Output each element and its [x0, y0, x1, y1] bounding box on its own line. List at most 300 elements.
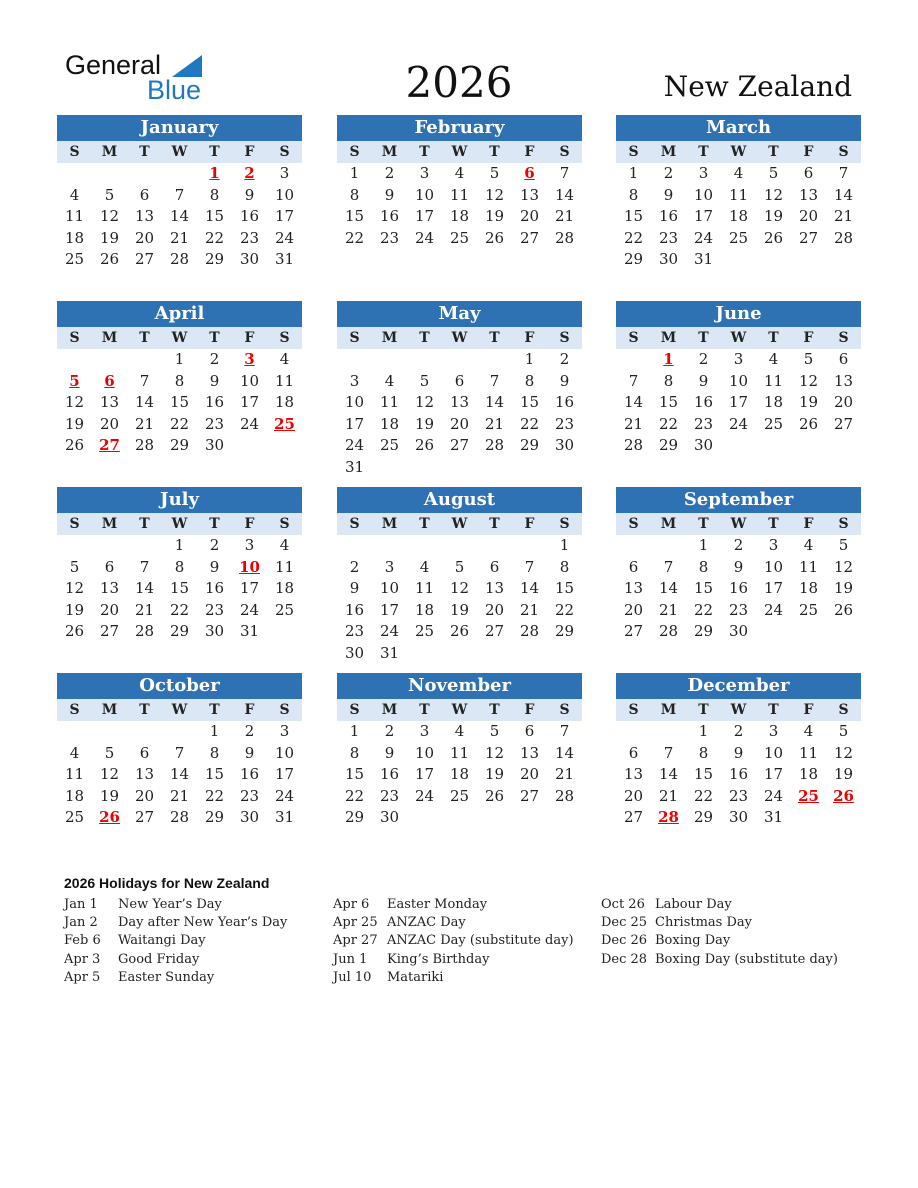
date-cell: 30 — [204, 436, 225, 455]
date-cell: 15 — [204, 207, 225, 226]
date-cell: 18 — [728, 207, 749, 226]
month-header: July — [57, 487, 302, 513]
date-cell: 28 — [134, 622, 155, 641]
weekday-label: M — [660, 702, 677, 718]
empty-cell — [92, 535, 127, 557]
weekday-label: S — [559, 516, 570, 532]
weekday-label: T — [768, 516, 779, 532]
empty-cell — [57, 163, 92, 185]
empty-cell — [162, 163, 197, 185]
holiday-name: Labour Day — [655, 897, 732, 912]
date-cell: 14 — [169, 765, 190, 784]
date-cell: 24 — [379, 622, 400, 641]
date-cell: 9 — [698, 371, 709, 390]
date-cell: 30 — [554, 436, 575, 455]
date-cell: 3 — [419, 722, 430, 740]
holiday-row — [64, 897, 287, 915]
empty-cell — [372, 349, 407, 371]
empty-cell — [337, 535, 372, 557]
weekday-label: T — [698, 144, 709, 160]
weekday-label: S — [559, 330, 570, 346]
days-grid — [337, 349, 582, 479]
date-cell: 28 — [169, 808, 190, 827]
date-cell: 31 — [274, 808, 295, 827]
date-cell: 25 — [728, 228, 749, 247]
date-cell: 17 — [239, 579, 260, 598]
date-cell: 19 — [64, 414, 85, 433]
weekday-label: F — [244, 516, 255, 532]
date-cell: 15 — [344, 765, 365, 784]
weekday-row — [57, 327, 302, 349]
date-cell: 24 — [239, 600, 260, 619]
date-cell: 12 — [64, 579, 85, 598]
date-cell: 27 — [519, 228, 540, 247]
date-cell: 7 — [838, 164, 849, 182]
date-cell: 26 — [484, 786, 505, 805]
date-cell: 30 — [693, 436, 714, 455]
weekday-label: W — [730, 144, 747, 160]
date-cell: 18 — [274, 579, 295, 598]
empty-cell — [616, 349, 651, 371]
date-cell: 12 — [484, 743, 505, 762]
date-cell: 21 — [169, 786, 190, 805]
date-cell: 17 — [414, 207, 435, 226]
holiday-date: Jul 10 — [333, 969, 372, 985]
date-cell: 20 — [484, 600, 505, 619]
holiday-date: Apr 25 — [333, 915, 378, 931]
days-grid — [337, 535, 582, 665]
holiday-row — [601, 915, 838, 933]
date-cell: 23 — [728, 786, 749, 805]
date-cell: 1 — [698, 722, 709, 740]
weekday-label: S — [838, 702, 849, 718]
holiday-name: ANZAC Day (substitute day) — [387, 933, 574, 949]
date-cell: 30 — [239, 250, 260, 269]
holiday-name: Matariki — [387, 969, 444, 985]
date-cell: 11 — [728, 185, 749, 204]
date-cell: 12 — [833, 557, 854, 576]
empty-cell — [372, 535, 407, 557]
weekday-label: W — [451, 144, 468, 160]
weekday-row — [337, 699, 582, 721]
date-cell: 28 — [833, 228, 854, 247]
date-cell: 9 — [663, 185, 674, 204]
days-grid — [616, 349, 861, 457]
date-cell: 20 — [798, 207, 819, 226]
month-header: September — [616, 487, 861, 513]
holiday-row — [64, 970, 287, 988]
page-title-year: 2026 — [405, 58, 513, 107]
weekday-label: S — [349, 330, 360, 346]
days-grid — [57, 349, 302, 457]
weekday-row — [616, 699, 861, 721]
date-cell: 17 — [344, 414, 365, 433]
weekday-label: W — [730, 330, 747, 346]
date-cell: 16 — [344, 600, 365, 619]
date-cell: 26 — [833, 600, 854, 619]
date-cell: 13 — [623, 765, 644, 784]
date-cell: 22 — [169, 600, 190, 619]
date-cell: 30 — [379, 808, 400, 827]
holiday-column — [64, 897, 287, 988]
month-july — [57, 487, 302, 643]
date-cell: 2 — [663, 164, 674, 182]
weekday-label: M — [381, 330, 398, 346]
holiday-date: 27 — [99, 436, 120, 455]
date-cell: 27 — [134, 808, 155, 827]
date-cell: 8 — [698, 557, 709, 576]
weekday-label: S — [628, 516, 639, 532]
weekday-label: M — [101, 144, 118, 160]
weekday-label: T — [419, 516, 430, 532]
weekday-label: T — [209, 144, 220, 160]
weekday-row — [616, 513, 861, 535]
holiday-date: 28 — [658, 808, 679, 827]
weekday-label: S — [349, 144, 360, 160]
date-cell: 14 — [484, 393, 505, 412]
date-cell: 4 — [768, 350, 779, 368]
date-cell: 1 — [698, 536, 709, 554]
holidays-title: 2026 Holidays for New Zealand — [64, 875, 270, 891]
date-cell: 16 — [204, 579, 225, 598]
weekday-label: S — [628, 144, 639, 160]
date-cell: 7 — [174, 743, 185, 762]
date-cell: 27 — [623, 622, 644, 641]
date-cell: 24 — [344, 436, 365, 455]
date-cell: 15 — [169, 579, 190, 598]
date-cell: 29 — [519, 436, 540, 455]
date-cell: 9 — [209, 557, 220, 576]
date-cell: 22 — [344, 228, 365, 247]
date-cell: 19 — [414, 414, 435, 433]
holiday-name: Day after New Year’s Day — [118, 915, 288, 931]
date-cell: 11 — [274, 557, 295, 576]
date-cell: 18 — [798, 765, 819, 784]
weekday-label: T — [209, 330, 220, 346]
date-cell: 8 — [209, 743, 220, 762]
holiday-date: 25 — [274, 414, 295, 433]
weekday-label: S — [69, 702, 80, 718]
date-cell: 29 — [658, 436, 679, 455]
date-cell: 7 — [524, 557, 535, 576]
date-cell: 21 — [554, 207, 575, 226]
holiday-date: Apr 27 — [333, 933, 378, 949]
empty-cell — [127, 721, 162, 743]
date-cell: 20 — [99, 600, 120, 619]
empty-cell — [651, 535, 686, 557]
empty-cell — [57, 349, 92, 371]
empty-cell — [442, 349, 477, 371]
holiday-row — [333, 933, 574, 951]
date-cell: 9 — [559, 371, 570, 390]
date-cell: 29 — [204, 808, 225, 827]
date-cell: 10 — [414, 743, 435, 762]
date-cell: 16 — [239, 207, 260, 226]
weekday-row — [337, 141, 582, 163]
date-cell: 11 — [274, 371, 295, 390]
month-header: August — [337, 487, 582, 513]
date-cell: 9 — [384, 743, 395, 762]
weekday-label: F — [524, 330, 535, 346]
date-cell: 22 — [623, 228, 644, 247]
date-cell: 10 — [728, 371, 749, 390]
date-cell: 18 — [763, 393, 784, 412]
date-cell: 28 — [484, 436, 505, 455]
date-cell: 18 — [414, 600, 435, 619]
date-cell: 28 — [658, 622, 679, 641]
weekday-label: W — [171, 144, 188, 160]
date-cell: 16 — [693, 393, 714, 412]
date-cell: 17 — [693, 207, 714, 226]
date-cell: 27 — [449, 436, 470, 455]
holiday-row — [601, 952, 838, 970]
date-cell: 11 — [64, 207, 85, 226]
date-cell: 12 — [414, 393, 435, 412]
weekday-label: T — [698, 516, 709, 532]
date-cell: 3 — [733, 350, 744, 368]
weekday-label: T — [419, 330, 430, 346]
date-cell: 30 — [239, 808, 260, 827]
weekday-label: S — [279, 330, 290, 346]
date-cell: 6 — [139, 743, 150, 762]
date-cell: 23 — [728, 600, 749, 619]
weekday-label: T — [698, 330, 709, 346]
date-cell: 12 — [484, 185, 505, 204]
holiday-date: Oct 26 — [601, 897, 645, 912]
empty-cell — [127, 163, 162, 185]
weekday-label: F — [244, 702, 255, 718]
date-cell: 15 — [519, 393, 540, 412]
date-cell: 23 — [239, 786, 260, 805]
date-cell: 17 — [379, 600, 400, 619]
date-cell: 4 — [69, 185, 80, 204]
date-cell: 4 — [419, 557, 430, 576]
month-header: December — [616, 673, 861, 699]
date-cell: 18 — [449, 207, 470, 226]
month-june — [616, 301, 861, 457]
weekday-label: W — [451, 702, 468, 718]
date-cell: 13 — [484, 579, 505, 598]
date-cell: 2 — [209, 536, 220, 554]
date-cell: 22 — [658, 414, 679, 433]
holiday-row — [64, 933, 287, 951]
date-cell: 7 — [139, 557, 150, 576]
date-cell: 29 — [693, 622, 714, 641]
date-cell: 10 — [763, 557, 784, 576]
date-cell: 22 — [204, 786, 225, 805]
date-cell: 23 — [693, 414, 714, 433]
date-cell: 11 — [449, 185, 470, 204]
date-cell: 2 — [349, 557, 360, 576]
date-cell: 15 — [169, 393, 190, 412]
date-cell: 25 — [449, 228, 470, 247]
date-cell: 2 — [244, 722, 255, 740]
weekday-row — [337, 327, 582, 349]
date-cell: 30 — [344, 643, 365, 662]
date-cell: 12 — [833, 743, 854, 762]
weekday-label: M — [101, 516, 118, 532]
date-cell: 15 — [204, 765, 225, 784]
weekday-label: W — [451, 330, 468, 346]
days-grid — [616, 163, 861, 271]
holiday-row — [333, 915, 574, 933]
date-cell: 13 — [833, 371, 854, 390]
weekday-label: W — [451, 516, 468, 532]
date-cell: 3 — [244, 536, 255, 554]
date-cell: 21 — [484, 414, 505, 433]
holiday-name: Boxing Day — [655, 933, 731, 949]
date-cell: 16 — [239, 765, 260, 784]
date-cell: 5 — [104, 185, 115, 204]
weekday-label: S — [838, 330, 849, 346]
empty-cell — [616, 535, 651, 557]
date-cell: 19 — [64, 600, 85, 619]
date-cell: 24 — [274, 786, 295, 805]
date-cell: 27 — [623, 808, 644, 827]
weekday-row — [337, 513, 582, 535]
date-cell: 6 — [628, 743, 639, 762]
empty-cell — [92, 349, 127, 371]
date-cell: 24 — [239, 414, 260, 433]
date-cell: 7 — [663, 743, 674, 762]
date-cell: 23 — [554, 414, 575, 433]
date-cell: 26 — [99, 250, 120, 269]
date-cell: 3 — [279, 164, 290, 182]
date-cell: 5 — [69, 557, 80, 576]
date-cell: 7 — [559, 164, 570, 182]
date-cell: 3 — [698, 164, 709, 182]
date-cell: 11 — [798, 557, 819, 576]
date-cell: 13 — [134, 207, 155, 226]
date-cell: 13 — [798, 185, 819, 204]
month-header: October — [57, 673, 302, 699]
date-cell: 7 — [663, 557, 674, 576]
date-cell: 25 — [379, 436, 400, 455]
days-grid — [57, 163, 302, 271]
date-cell: 2 — [698, 350, 709, 368]
date-cell: 12 — [449, 579, 470, 598]
weekday-label: F — [524, 516, 535, 532]
date-cell: 27 — [833, 414, 854, 433]
holiday-name: Christmas Day — [655, 915, 752, 931]
weekday-label: F — [244, 330, 255, 346]
date-cell: 22 — [204, 228, 225, 247]
holiday-date: Apr 3 — [64, 951, 101, 967]
weekday-row — [57, 513, 302, 535]
date-cell: 20 — [519, 765, 540, 784]
date-cell: 25 — [449, 786, 470, 805]
date-cell: 4 — [279, 536, 290, 554]
date-cell: 21 — [833, 207, 854, 226]
date-cell: 5 — [419, 371, 430, 390]
date-cell: 3 — [384, 557, 395, 576]
holiday-name: King’s Birthday — [387, 951, 490, 967]
days-grid — [57, 721, 302, 829]
weekday-label: T — [419, 702, 430, 718]
date-cell: 10 — [379, 579, 400, 598]
date-cell: 11 — [379, 393, 400, 412]
date-cell: 17 — [728, 393, 749, 412]
date-cell: 4 — [279, 350, 290, 368]
date-cell: 14 — [134, 579, 155, 598]
date-cell: 23 — [204, 600, 225, 619]
date-cell: 16 — [728, 579, 749, 598]
date-cell: 26 — [763, 228, 784, 247]
holiday-date: Dec 25 — [601, 915, 648, 931]
date-cell: 31 — [693, 250, 714, 269]
date-cell: 23 — [379, 228, 400, 247]
date-cell: 21 — [519, 600, 540, 619]
weekday-label: S — [628, 330, 639, 346]
month-august — [337, 487, 582, 665]
date-cell: 24 — [693, 228, 714, 247]
date-cell: 6 — [139, 185, 150, 204]
date-cell: 20 — [833, 393, 854, 412]
date-cell: 23 — [239, 228, 260, 247]
weekday-label: T — [768, 144, 779, 160]
days-grid — [337, 163, 582, 249]
holiday-row — [601, 897, 838, 915]
holiday-date: Dec 26 — [601, 933, 648, 949]
date-cell: 25 — [64, 250, 85, 269]
holiday-name: Waitangi Day — [118, 933, 206, 949]
date-cell: 19 — [99, 228, 120, 247]
date-cell: 1 — [349, 722, 360, 740]
date-cell: 12 — [64, 393, 85, 412]
month-april — [57, 301, 302, 457]
date-cell: 29 — [554, 622, 575, 641]
weekday-label: F — [244, 144, 255, 160]
weekday-label: M — [660, 330, 677, 346]
empty-cell — [92, 163, 127, 185]
weekday-label: T — [489, 144, 500, 160]
holiday-date: 3 — [244, 350, 255, 368]
date-cell: 10 — [693, 185, 714, 204]
date-cell: 6 — [489, 557, 500, 576]
date-cell: 28 — [519, 622, 540, 641]
weekday-label: S — [628, 702, 639, 718]
empty-cell — [407, 349, 442, 371]
weekday-row — [616, 141, 861, 163]
weekday-label: W — [171, 702, 188, 718]
date-cell: 17 — [274, 207, 295, 226]
date-cell: 11 — [763, 371, 784, 390]
month-september — [616, 487, 861, 643]
weekday-label: F — [803, 144, 814, 160]
holiday-row — [333, 970, 574, 988]
date-cell: 15 — [344, 207, 365, 226]
logo-general: General — [65, 50, 162, 80]
date-cell: 31 — [239, 622, 260, 641]
date-cell: 16 — [379, 765, 400, 784]
date-cell: 14 — [658, 579, 679, 598]
month-header: April — [57, 301, 302, 327]
date-cell: 19 — [99, 786, 120, 805]
date-cell: 10 — [274, 743, 295, 762]
date-cell: 22 — [693, 600, 714, 619]
date-cell: 14 — [658, 765, 679, 784]
date-cell: 19 — [833, 765, 854, 784]
date-cell: 29 — [623, 250, 644, 269]
holiday-row — [333, 952, 574, 970]
date-cell: 4 — [69, 743, 80, 762]
date-cell: 31 — [344, 457, 365, 476]
date-cell: 12 — [763, 185, 784, 204]
month-header: November — [337, 673, 582, 699]
date-cell: 8 — [209, 185, 220, 204]
date-cell: 5 — [454, 557, 465, 576]
date-cell: 27 — [798, 228, 819, 247]
